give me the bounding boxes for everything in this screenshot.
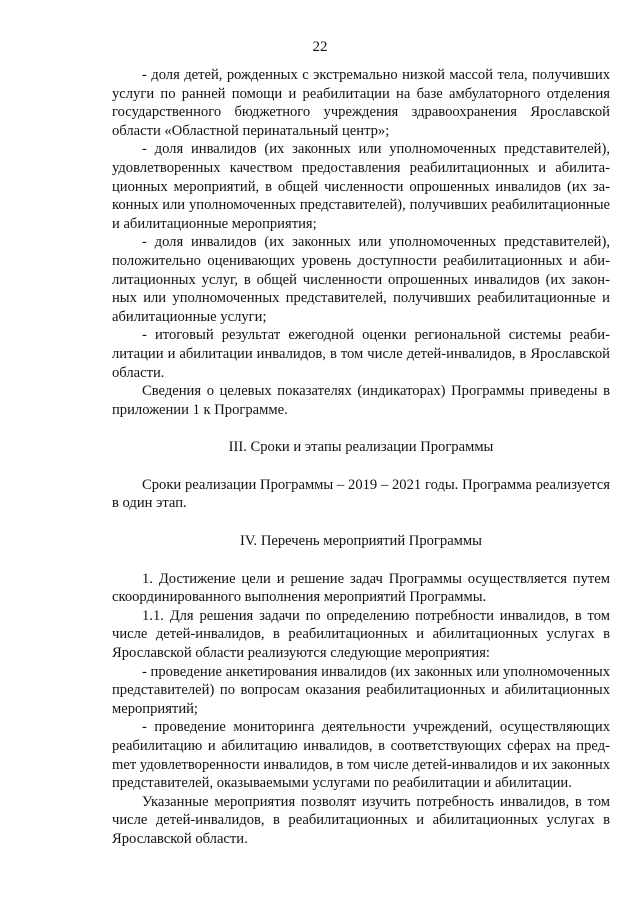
paragraph-measure-monitoring: - проведение мониторинга деятельности учреждений, осуществляющих реабилитацию и абилитацию инвалидов, в соответствующих сферах на предmет удовлетворенности инвалидов, в том числе детей-инвалидов и их законных представителей, оказываемыми услугами по реабилитации и абилитации. — [112, 719, 610, 792]
paragraph-measures-result: Указанные мероприятия позволят изучить потребность инвалидов, в том числе детей-инвалидов, в реабилитационных и абилитационных услугах в Ярославской области. — [112, 793, 610, 847]
paragraph-terms: Сроки реализации Программы – 2019 – 2021 годы. Программа реализуется в один этап. — [112, 476, 610, 512]
paragraph-indicator-premature-children: - доля детей, рожденных с экстремально низкой массой тела, получивших услуги по ранней помощи и реабилитации на базе амбулаторного отделения государственного бюджетного учреждения здравоохранения Ярославской области «Областной перинатальный центр»; — [112, 67, 610, 139]
paragraph-measure-survey: - проведение анкетирования инвалидов (их законных или уполномоченных представителей) по вопросам оказания реабилитационных и абилитационных мероприятий; — [112, 663, 610, 717]
paragraph-indicator-annual-assessment: - итоговый результат ежегодной оценки региональной системы реабилитации и абилитации инвалидов, в том числе детей-инвалидов, в Ярославской области. — [112, 327, 610, 381]
section-heading-measures: IV. Перечень мероприятий Программы — [240, 533, 482, 550]
paragraph-measures-intro: 1. Достижение цели и решение задач Программы осуществляется путем скоординированного выполнения мероприятий Программы. — [112, 570, 610, 606]
page-body — [112, 66, 610, 849]
paragraph-measures-1-1: 1.1. Для решения задачи по определению потребности инвалидов, в том числе детей-инвалидов, в реабилитационных и абилитационных услугах в Ярославской области реализуются следующие мероприятия: — [112, 607, 610, 662]
paragraph-indicators-appendix: Сведения о целевых показателях (индикаторах) Программы приведены в приложении 1 к Программе. — [112, 383, 610, 418]
page-number: 22 — [312, 39, 328, 55]
paragraph-indicator-satisfaction: - доля инвалидов (их законных или уполномоченных представителей), удовлетворенных качеством предоставления реабилитационных и абилитационных мероприятий, в общей численности опрошенных инвалидов (их законных или уполномоченных представителей), получивших реабилитационные и абилитационные мероприятия; — [112, 141, 610, 232]
paragraph-indicator-accessibility: - доля инвалидов (их законных или уполномоченных представителей), положительно оценивающих уровень доступности реабилитационных и абилитационных услуг, в общей численности опрошенных инвалидов (их законных или уполномоченных представителей, получивших реабилитационные и абилитационные услуги; — [112, 234, 610, 325]
section-heading-terms: III. Сроки и этапы реализации Программы — [228, 439, 494, 456]
